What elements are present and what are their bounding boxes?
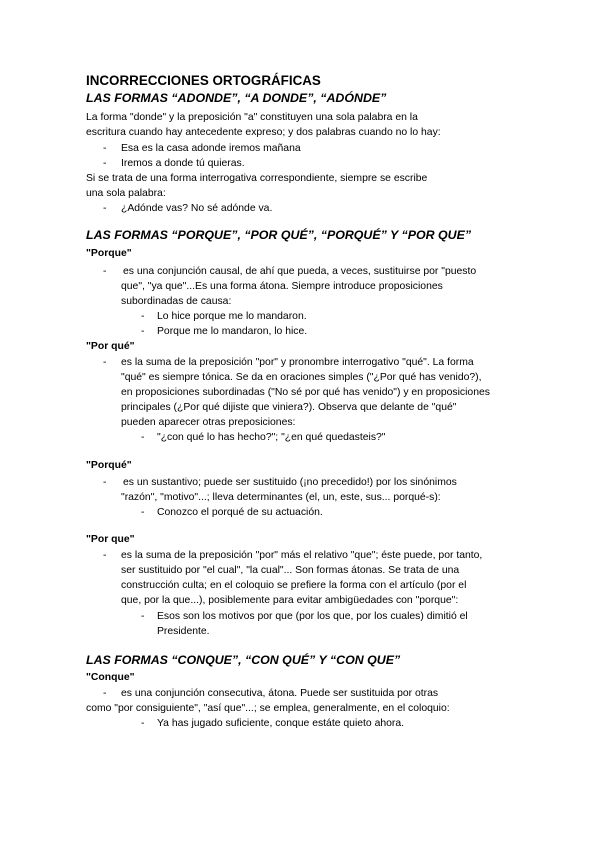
- dash-bullet: -: [141, 326, 145, 337]
- dash-bullet: -: [103, 550, 107, 561]
- example-line: Ya has jugado suficiente, conque estáte quieto ahora.: [157, 718, 405, 729]
- example-line: ¿Adónde vas? No sé adónde va.: [121, 203, 273, 214]
- definition-line: es la suma de la preposición "por" más el relativo "que"; éste puede, por tanto,: [121, 550, 483, 561]
- definition-line: es un sustantivo; puede ser sustituido (¡no precedido!) por los sinónimos: [123, 477, 457, 488]
- dash-bullet: -: [141, 311, 145, 322]
- dash-bullet: -: [103, 477, 107, 488]
- dash-bullet: -: [141, 718, 145, 729]
- dash-bullet: -: [103, 688, 107, 699]
- example-line: Iremos a donde tú quieras.: [121, 158, 245, 169]
- term-label-por-que: "Por que": [86, 534, 135, 545]
- term-label-conque: "Conque": [86, 672, 135, 683]
- definition-line: es una conjunción causal, de ahí que pueda, a veces, sustituirse por "puesto: [123, 266, 477, 277]
- definition-line: en proposiciones subordinadas ("No sé por qué has venido") y en proposiciones: [121, 387, 490, 398]
- definition-line: como "por consiguiente", "así que"...; se emplea, generalmente, en el coloquio:: [86, 703, 450, 714]
- definition-line: que", "ya que"...Es una forma átona. Siempre introduce proposiciones: [121, 281, 443, 292]
- definition-line: construcción culta; en el coloquio se prefiere la forma con el artículo (por el: [121, 580, 467, 591]
- paragraph-line: Si se trata de una forma interrogativa correspondiente, siempre se escribe: [86, 173, 428, 184]
- term-label-por-que-tilde: "Por qué": [86, 341, 135, 352]
- paragraph-line: una sola palabra:: [86, 188, 166, 199]
- definition-line: ser sustituido por "el cual", "la cual"... Son formas átonas. Se trata de una: [121, 565, 460, 576]
- example-line: "¿con qué lo has hecho?"; "¿en qué quedasteis?": [157, 432, 386, 443]
- definition-line: subordinadas de causa:: [121, 296, 232, 307]
- dash-bullet: -: [103, 143, 107, 154]
- definition-line: es una conjunción consecutiva, átona. Puede ser sustituida por otras: [121, 688, 439, 699]
- section-heading-porque: LAS FORMAS “PORQUE”, “POR QUÉ”, “PORQUÉ” Y “POR QUE”: [86, 228, 472, 242]
- section-heading-conque: LAS FORMAS “CONQUE”, “CON QUÉ” Y “CON QUE”: [86, 653, 401, 667]
- section-heading-adonde: LAS FORMAS “ADONDE”, “A DONDE”, “ADÓNDE”: [86, 91, 387, 105]
- dash-bullet: -: [103, 266, 107, 277]
- example-line: Conozco el porqué de su actuación.: [157, 507, 323, 518]
- dash-bullet: -: [141, 611, 145, 622]
- page-title: INCORRECCIONES ORTOGRÁFICAS: [86, 73, 321, 88]
- example-line: Esa es la casa adonde iremos mañana: [121, 143, 301, 154]
- paragraph-line: escritura cuando hay antecedente expreso; y dos palabras cuando no lo hay:: [86, 127, 441, 138]
- dash-bullet: -: [103, 158, 107, 169]
- dash-bullet: -: [141, 507, 145, 518]
- example-line: Esos son los motivos por que (por los que, por los cuales) dimitió el: [157, 611, 468, 622]
- definition-line: es la suma de la preposición "por" y pronombre interrogativo "qué". La forma: [121, 357, 474, 368]
- definition-line: principales (¿Por qué dijiste que viniera?). Observa que delante de "qué": [121, 402, 457, 413]
- definition-line: "razón", "motivo"...; lleva determinantes (el, un, este, sus... porqué-s):: [121, 492, 441, 503]
- definition-line: "qué" es siempre tónica. Se da en oraciones simples ("¿Por qué has venido?),: [121, 372, 482, 383]
- definition-line: que, por la que...), posiblemente para evitar ambigüedades con "porque":: [121, 595, 459, 606]
- paragraph-line: La forma "donde" y la preposición "a" constituyen una sola palabra en la: [86, 112, 418, 123]
- example-line: Lo hice porque me lo mandaron.: [157, 311, 307, 322]
- term-label-porque: "Porque": [86, 248, 132, 259]
- example-line: Presidente.: [157, 626, 210, 637]
- example-line: Porque me lo mandaron, lo hice.: [157, 326, 308, 337]
- dash-bullet: -: [103, 357, 107, 368]
- term-label-porque-tilde: "Porqué": [86, 460, 132, 471]
- dash-bullet: -: [103, 203, 107, 214]
- dash-bullet: -: [141, 432, 145, 443]
- definition-line: pueden aparecer otras preposiciones:: [121, 417, 296, 428]
